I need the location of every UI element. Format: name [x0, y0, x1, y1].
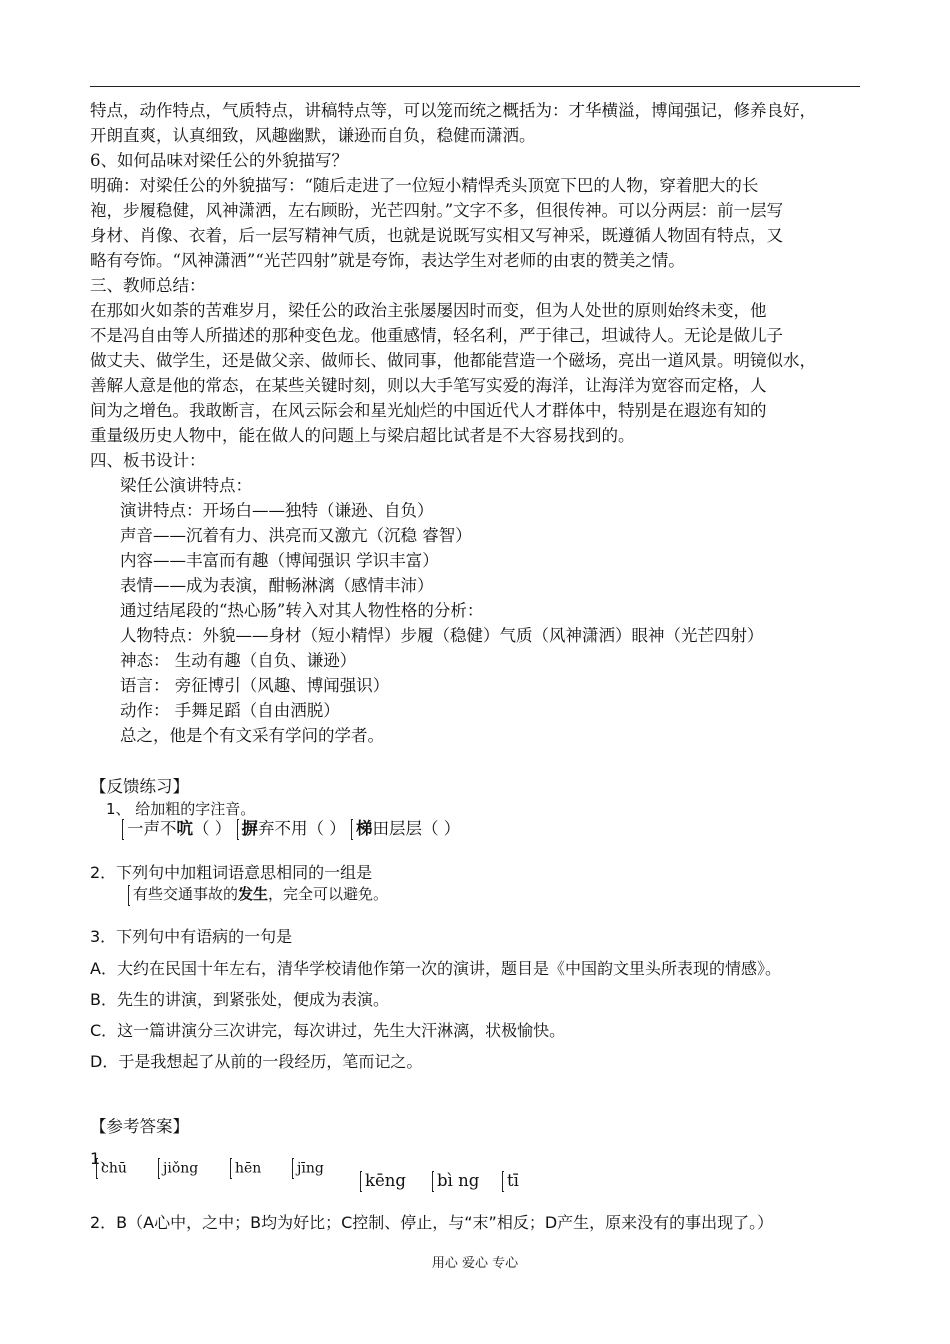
brace-mark [122, 819, 124, 840]
body-line: 间为之增色。我敢断言，在风云际会和星光灿烂的中国近代人才群体中，特别是在遐迩有知的 [90, 401, 767, 420]
header-rule [90, 86, 860, 87]
pinyin-text: kēng [365, 1171, 406, 1190]
pinyin-cut-text: chū [101, 1160, 127, 1177]
pinyin-answer-2 [432, 1168, 479, 1193]
pinyin-text: bì ng [437, 1171, 480, 1190]
body-line: 袍，步履稳健，风神潇洒，左右顾盼，光芒四射。”文字不多，但很传神。可以分两层：前一层写 [90, 201, 784, 220]
brace-mark [96, 1158, 98, 1179]
brace-mark [237, 819, 239, 840]
option-a: A．大约在民国十年左右，清华学校请他作第一次的演讲，题目是《中国韵文里头所表现的情感》。 [90, 959, 781, 978]
exercise-q2-sentence [128, 882, 388, 907]
pinyin-cut [158, 1158, 199, 1177]
answer-heading: 【参考答案】 [90, 1117, 189, 1136]
board-line: 表情——成为表演，酣畅淋漓（感情丰沛） [120, 576, 434, 595]
body-line: 特点，动作特点，气质特点，讲稿特点等，可以笼而统之概括为：才华横溢，博闻强记，修养良好， [90, 101, 816, 120]
board-line: 梁任公演讲特点： [120, 476, 252, 495]
board-line: 神态： 生动有趣（自负、谦逊） [120, 651, 357, 670]
q2-post: ，完全可以避免。 [268, 885, 389, 903]
brace-mark [502, 1171, 504, 1192]
brace-mark [360, 1171, 362, 1192]
section-heading: 四、板书设计： [90, 451, 206, 470]
body-line: 开朗直爽，认真细致，风趣幽默，谦逊而自负，稳健而潇洒。 [90, 126, 536, 145]
brace-mark [351, 819, 353, 840]
answer-2: 2．B（A心中，之中；B均为好比；C控制、停止，与“末”相反；D产生，原来没有的事出现了。） [90, 1213, 774, 1232]
question-6: 6、如何品味对梁任公的外貌描写？ [90, 151, 348, 170]
board-line: 动作： 手舞足蹈（自由洒脱） [120, 701, 340, 720]
exercise-q1: 1、 给加粗的字注音。 [106, 800, 256, 818]
board-line: 总之，他是个有文采有学问的学者。 [120, 726, 384, 745]
pinyin-cut-text: jiǒng [163, 1160, 199, 1177]
exercise-q2: 2．下列句中加粗词语意思相同的一组是 [90, 863, 373, 882]
pinyin-cut-text: hēn [235, 1160, 262, 1177]
answer-1: 1、 [90, 1149, 117, 1168]
q1-c-bold: 梯 [356, 819, 373, 838]
pinyin-cut-text: jīng [297, 1160, 324, 1177]
brace-mark [292, 1158, 294, 1179]
brace-mark [432, 1171, 434, 1192]
q1-a-pre: 一声不 [127, 819, 177, 838]
pinyin-cut [96, 1158, 127, 1177]
board-line: 声音——沉着有力、洪亮而又激亢（沉稳 睿智） [120, 526, 472, 545]
board-line: 演讲特点：开场白——独特（谦逊、自负） [120, 501, 434, 520]
q2-bold: 发生 [238, 885, 269, 903]
pinyin-cut [230, 1158, 262, 1177]
pinyin-answer-3 [502, 1168, 519, 1193]
board-line: 内容——丰富而有趣（博闻强识 学识丰富） [120, 551, 439, 570]
body-line: 在那如火如荼的苦难岁月，梁任公的政治主张屡屡因时而变，但为人处世的原则始终未变，他 [90, 301, 767, 320]
page-footer: 用心 爱心 专心 [431, 1256, 519, 1271]
option-b: B．先生的讲演，到紧张处，便成为表演。 [90, 990, 389, 1009]
board-line: 人物特点：外貌——身材（短小精悍）步履（稳健）气质（风神潇洒）眼神（光芒四射） [120, 626, 764, 645]
exercise-q1-items [122, 816, 460, 841]
body-line: 做丈夫、做学生，还是做父亲、做师长、做同事，他都能营造一个磁场，亮出一道风景。明镜似水， [90, 351, 816, 370]
q1-b-bold: 摒 [241, 819, 258, 838]
exercise-q3: 3．下列句中有语病的一句是 [90, 927, 293, 946]
pinyin-cut [292, 1158, 324, 1177]
body-line: 善解人意是他的常态，在某些关键时刻，则以大手笔写实爱的海洋，让海洋为宽容而定格，人 [90, 376, 767, 395]
body-line: 不是冯自由等人所描述的那种变色龙。他重感情，轻名利，严于律己，坦诚待人。无论是做儿子 [90, 326, 783, 345]
brace-mark [158, 1158, 160, 1179]
pinyin-answer-1 [360, 1168, 406, 1193]
option-d: D．于是我想起了从前的一段经历，笔而记之。 [90, 1052, 423, 1071]
brace-mark [128, 885, 130, 906]
q1-b-rest: 弃不用（ ） [258, 819, 346, 838]
option-c: C．这一篇讲演分三次讲完，每次讲过，先生大汗淋漓，状极愉快。 [90, 1021, 566, 1040]
board-line: 通过结尾段的“热心肠”转入对其人物性格的分析： [120, 601, 484, 620]
body-line: 明确：对梁任公的外貌描写：“随后走进了一位短小精悍秃头顶宽下巴的人物，穿着肥大的长 [90, 176, 759, 195]
body-line: 身材、肖像、衣着，后一层写精神气质，也就是说既写实相又写神采，既遵循人物固有特点，又 [90, 226, 783, 245]
section-heading: 三、教师总结： [90, 276, 206, 295]
q1-c-rest: 田层层（ ） [372, 819, 461, 838]
exercise-heading: 【反馈练习】 [90, 777, 189, 796]
body-line: 略有夸饰。“风神潇洒”“光芒四射”就是夸饰，表达学生对老师的由衷的赞美之情。 [90, 251, 685, 270]
pinyin-text: tī [507, 1171, 519, 1190]
q1-a-blank: （ ） [193, 819, 232, 838]
q2-pre: 有些交通事故的 [133, 885, 239, 903]
board-line: 语言： 旁征博引（风趣、博闻强识） [120, 676, 390, 695]
brace-mark [230, 1158, 232, 1179]
q1-a-bold: 吭 [176, 819, 193, 838]
body-line: 重量级历史人物中，能在做人的问题上与梁启超比试者是不大容易找到的。 [90, 426, 635, 445]
